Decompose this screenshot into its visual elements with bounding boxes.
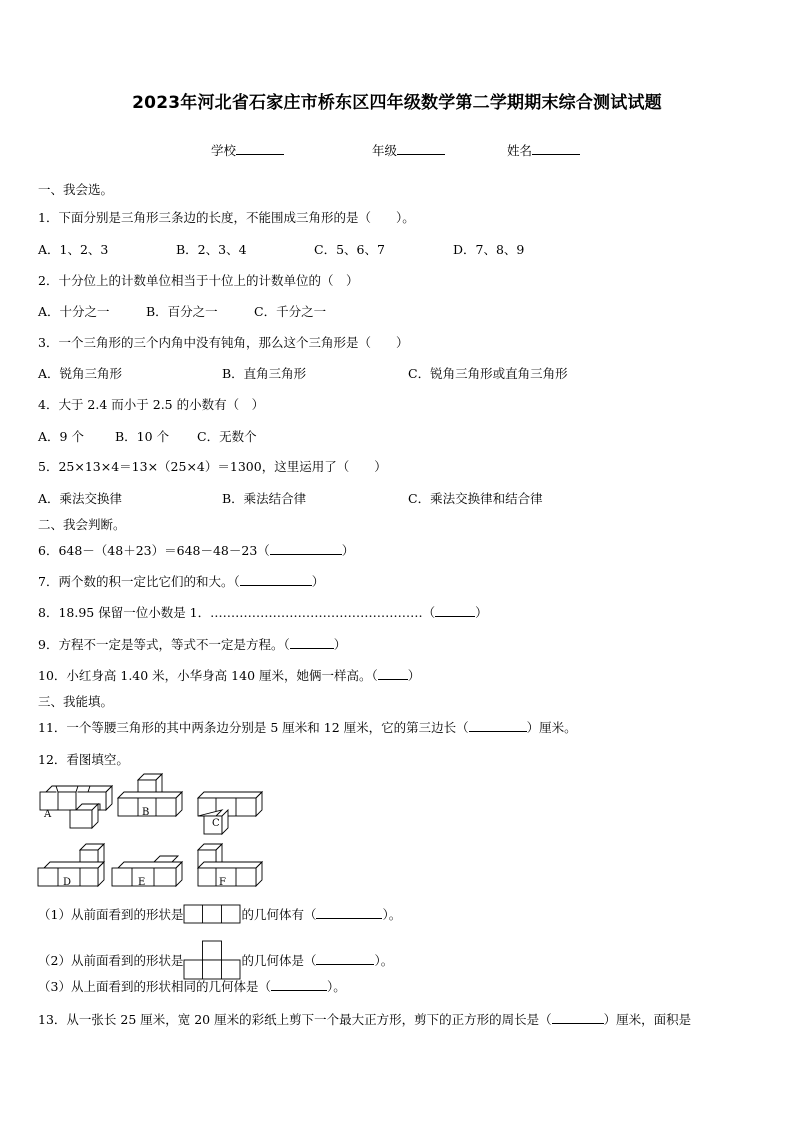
q6-close: ） xyxy=(341,543,355,558)
solid-label-c: C xyxy=(212,818,220,829)
section-heading: 一、我会选。 xyxy=(38,182,114,197)
solid-b xyxy=(118,774,182,816)
solid-label-a: A xyxy=(44,809,52,820)
q13-text: 13．从一张长 25 厘米，宽 20 厘米的彩纸上剪下一个最大正方形，剪下的正方形的周长是（ xyxy=(38,1012,552,1027)
answer-blank[interactable] xyxy=(240,573,312,586)
question-7 xyxy=(38,572,324,590)
q1-option-b: B．2、3、4 xyxy=(176,242,247,257)
q7-text: 7．两个数的积一定比它们的和大。（ xyxy=(38,574,240,589)
question-11 xyxy=(38,718,577,736)
sub1-mid: 的几何体有（ xyxy=(241,907,317,922)
q11-close: ）厘米。 xyxy=(526,720,577,735)
school-blank xyxy=(236,142,284,155)
school-field xyxy=(211,141,284,159)
solid-e xyxy=(112,856,182,886)
solid-c xyxy=(198,792,262,834)
q12-sub-3 xyxy=(38,977,346,995)
q4-option-b: B．10 个 xyxy=(115,429,170,444)
q3-option-a: A．锐角三角形 xyxy=(38,366,123,381)
question-12: 12．看图填空。 xyxy=(38,752,129,767)
q4-option-a: A．9 个 xyxy=(38,429,84,444)
q5-option-b: B．乘法结合律 xyxy=(222,491,307,506)
answer-blank[interactable] xyxy=(271,978,327,991)
q7-close: ） xyxy=(311,574,325,589)
q2-option-a: A．十分之一 xyxy=(38,304,110,319)
q2-option-b: B．百分之一 xyxy=(146,304,218,319)
front-view-shape-1 xyxy=(183,904,241,927)
grade-blank xyxy=(397,142,445,155)
sub2-text: （2）从前面看到的形状是 xyxy=(38,953,184,968)
q6-text: 6．648－（48＋23）＝648－48－23（ xyxy=(38,543,270,558)
q1-option-c: C．5、6、7 xyxy=(314,242,385,257)
q2-option-c: C．千分之一 xyxy=(254,304,327,319)
answer-blank[interactable] xyxy=(469,719,527,732)
answer-blank[interactable] xyxy=(435,604,475,617)
sub1-text: （1）从前面看到的形状是 xyxy=(38,907,184,922)
solid-label-d: D xyxy=(63,877,72,888)
sub2-mid: 的几何体是（ xyxy=(241,953,317,968)
q11-text: 11．一个等腰三角形的其中两条边分别是 5 厘米和 12 厘米，它的第三边长（ xyxy=(38,720,469,735)
solid-a xyxy=(40,786,112,828)
q10-text: 10．小红身高 1.40 米，小华身高 140 厘米，她俩一样高。（ xyxy=(38,668,378,683)
q8-text: 8．18.95 保留一位小数是 1．……………………………………………（ xyxy=(38,605,436,620)
answer-blank[interactable] xyxy=(316,952,374,965)
grade-field xyxy=(372,141,445,159)
answer-blank[interactable] xyxy=(290,636,334,649)
q12-sub-1 xyxy=(38,904,401,927)
question-3: 3．一个三角形的三个内角中没有钝角，那么这个三角形是（ ） xyxy=(38,335,409,350)
sub1-end: ）。 xyxy=(382,907,402,922)
q5-option-c: C．乘法交换律和结合律 xyxy=(408,491,543,506)
sub2-end: ）。 xyxy=(374,953,394,968)
q1-option-d: D．7、8、9 xyxy=(453,242,525,257)
q3-option-b: B．直角三角形 xyxy=(222,366,307,381)
q9-close: ） xyxy=(333,637,347,652)
q4-option-c: C．无数个 xyxy=(197,429,257,444)
name-blank xyxy=(532,142,580,155)
q3-option-c: C．锐角三角形或直角三角形 xyxy=(408,366,568,381)
solid-label-b: B xyxy=(142,807,150,818)
question-6 xyxy=(38,541,354,559)
name-field xyxy=(507,141,580,159)
question-8 xyxy=(38,603,488,621)
solid-label-f: F xyxy=(219,877,226,888)
name-label: 姓名 xyxy=(507,143,533,158)
solid-f xyxy=(198,844,262,886)
section-heading: 二、我会判断。 xyxy=(38,517,126,532)
sub3-text: （3）从上面看到的形状相同的几何体是（ xyxy=(38,979,271,994)
answer-blank[interactable] xyxy=(270,542,342,555)
question-4: 4．大于 2.4 而小于 2.5 的小数有（ ） xyxy=(38,397,265,412)
page-title: 2023年河北省石家庄市桥东区四年级数学第二学期期末综合测试试题 xyxy=(132,93,662,113)
solid-label-e: E xyxy=(138,877,146,888)
question-9 xyxy=(38,635,346,653)
school-label: 学校 xyxy=(211,143,237,158)
question-5: 5．25×13×4＝13×（25×4）＝1300，这里运用了（ ） xyxy=(38,459,387,474)
answer-blank[interactable] xyxy=(552,1011,604,1024)
q13-tail: ）厘米，面积是 xyxy=(603,1012,692,1027)
question-2: 2．十分位上的计数单位相当于十位上的计数单位的（ ） xyxy=(38,273,359,288)
question-10 xyxy=(38,666,420,684)
q9-text: 9．方程不一定是等式，等式不一定是方程。（ xyxy=(38,637,290,652)
question-13 xyxy=(38,1010,691,1028)
question-1: 1．下面分别是三角形三条边的长度，不能围成三角形的是（ ）。 xyxy=(38,210,415,225)
answer-blank[interactable] xyxy=(316,906,382,919)
q1-option-a: A．1、2、3 xyxy=(38,242,109,257)
q10-close: ） xyxy=(407,668,421,683)
sub3-end: ）。 xyxy=(326,979,346,994)
section-heading: 三、我能填。 xyxy=(38,694,114,709)
grade-label: 年级 xyxy=(372,143,398,158)
q8-close: ） xyxy=(475,605,488,620)
q5-option-a: A．乘法交换律 xyxy=(38,491,123,506)
answer-blank[interactable] xyxy=(378,667,408,680)
